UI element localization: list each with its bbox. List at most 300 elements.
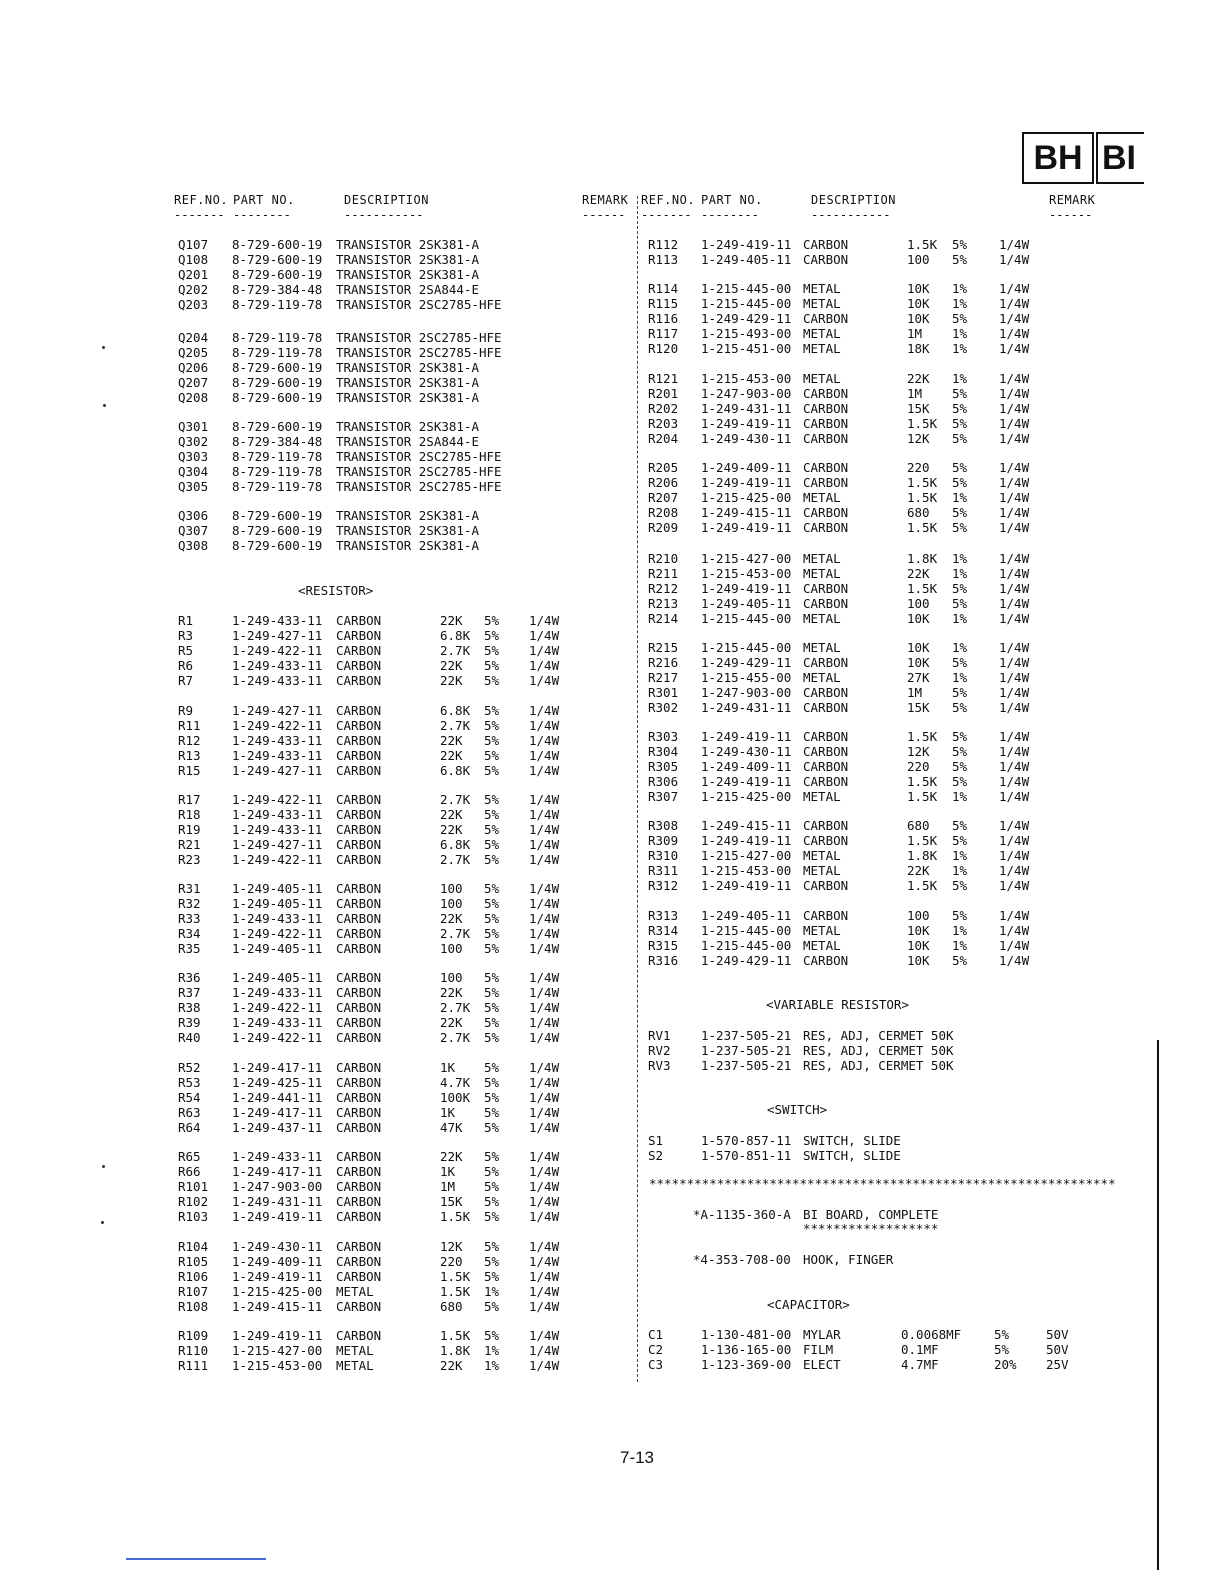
part-description: CARBON xyxy=(336,1178,382,1194)
scan-speck xyxy=(103,404,106,407)
part-tolerance: 1% xyxy=(952,669,968,685)
part-description: TRANSISTOR 2SK381-A xyxy=(336,237,479,252)
part-ref-no: RV1 xyxy=(648,1028,671,1043)
part-description: CARBON xyxy=(803,251,849,267)
scan-speck xyxy=(102,346,105,349)
part-tolerance: 1% xyxy=(952,295,968,311)
left-header-part: PART NO. xyxy=(233,193,295,207)
part-description: CARBON xyxy=(336,1029,382,1045)
part-tolerance: 5% xyxy=(952,580,968,596)
part-part-no: 1-215-427-00 xyxy=(701,551,792,566)
part-description: TRANSISTOR 2SC2785-HFE xyxy=(336,448,502,464)
part-rating: 1/4W xyxy=(529,1089,560,1105)
part-ref-no: R306 xyxy=(648,773,679,789)
part-rating: 1/4W xyxy=(999,773,1030,789)
part-value: 12K xyxy=(907,743,930,759)
part-description: CARBON xyxy=(803,430,849,446)
part-ref-no: R215 xyxy=(648,640,679,655)
part-tolerance: 5% xyxy=(484,984,500,1000)
part-rating: 1/4W xyxy=(999,832,1030,848)
part-value: 4.7K xyxy=(440,1074,471,1090)
part-ref-no: R303 xyxy=(648,729,679,744)
part-tolerance: 5% xyxy=(484,1014,500,1030)
part-ref-no: R52 xyxy=(178,1060,201,1075)
part-description: CARBON xyxy=(336,1268,382,1284)
part-description: CARBON xyxy=(803,877,849,893)
part-ref-no: R209 xyxy=(648,519,679,535)
part-description: TRANSISTOR 2SA844-E xyxy=(336,281,479,297)
capacitor-section-title: <CAPACITOR> xyxy=(767,1297,850,1312)
part-rating: 1/4W xyxy=(529,1178,560,1194)
part-description: CARBON xyxy=(336,984,382,1000)
part-rating: 1/4W xyxy=(999,237,1030,252)
part-tolerance: 5% xyxy=(484,1029,500,1045)
part-description: TRANSISTOR 2SK381-A xyxy=(336,389,479,405)
part-ref-no: R113 xyxy=(648,251,679,267)
part-ref-no: R116 xyxy=(648,310,679,326)
part-ref-no: Q206 xyxy=(178,359,209,375)
part-part-no: 1-247-903-00 xyxy=(701,385,792,401)
part-ref-no: R19 xyxy=(178,821,201,837)
left-header-remark: REMARK xyxy=(582,193,629,207)
part-description: METAL xyxy=(803,489,841,505)
part-tolerance: 5% xyxy=(484,1104,500,1120)
part-rating: 1/4W xyxy=(999,729,1030,744)
part-value: 1.5K xyxy=(907,415,938,431)
part-description: METAL xyxy=(803,640,841,655)
part-value: 2.7K xyxy=(440,1029,471,1045)
part-tolerance: 5% xyxy=(484,627,500,643)
part-value: 1.8K xyxy=(907,551,938,566)
part-description: CARBON xyxy=(336,940,382,956)
part-part-no: 1-237-505-21 xyxy=(701,1042,792,1058)
part-description: METAL xyxy=(803,922,841,938)
part-value: 47K xyxy=(440,1119,463,1135)
part-tolerance: 5% xyxy=(952,743,968,759)
part-ref-no: Q304 xyxy=(178,463,209,479)
part-description: CARBON xyxy=(336,1149,382,1164)
part-rating: 1/4W xyxy=(529,1074,560,1090)
part-value: 100K xyxy=(440,1089,471,1105)
part-tolerance: 5% xyxy=(484,762,500,778)
part-tolerance: 5% xyxy=(484,792,500,807)
part-tolerance: 5% xyxy=(484,1268,500,1284)
part-rating: 1/4W xyxy=(999,519,1030,535)
part-ref-no: R109 xyxy=(178,1328,209,1343)
part-description: METAL xyxy=(803,937,841,953)
part-rating: 1/4W xyxy=(999,580,1030,596)
part-tolerance: 5% xyxy=(952,310,968,326)
part-part-no: 1-249-419-11 xyxy=(701,773,792,789)
part-part-no: 1-249-422-11 xyxy=(232,792,323,807)
part-rating: 1/4W xyxy=(999,847,1030,863)
part-ref-no: R39 xyxy=(178,1014,201,1030)
part-tolerance: 1% xyxy=(484,1342,500,1358)
part-description: METAL xyxy=(803,847,841,863)
part-tolerance: 1% xyxy=(952,489,968,505)
part-description: TRANSISTOR 2SK381-A xyxy=(336,374,479,390)
part-rating: 1/4W xyxy=(529,657,560,673)
part-description: METAL xyxy=(803,371,841,386)
part-part-no: 1-249-419-11 xyxy=(701,474,792,490)
board-part-number: *A-1135-360-A xyxy=(693,1207,791,1222)
part-description: TRANSISTOR 2SC2785-HFE xyxy=(336,344,502,360)
part-value: 2.7K xyxy=(440,792,471,807)
part-part-no: 1-249-431-11 xyxy=(232,1193,323,1209)
part-tolerance: 5% xyxy=(484,703,500,718)
part-description: CARBON xyxy=(336,970,382,985)
part-part-no: 1-249-430-11 xyxy=(232,1239,323,1254)
part-value: 220 xyxy=(907,758,930,774)
part-value: 0.1MF xyxy=(901,1341,939,1357)
part-description: TRANSISTOR 2SK381-A xyxy=(336,266,479,282)
part-description: TRANSISTOR 2SC2785-HFE xyxy=(336,330,502,345)
part-tolerance: 5% xyxy=(484,1178,500,1194)
part-tolerance: 5% xyxy=(484,925,500,941)
part-tolerance: 1% xyxy=(952,640,968,655)
part-rating: 1/4W xyxy=(529,613,560,628)
part-part-no: 1-249-429-11 xyxy=(701,310,792,326)
part-ref-no: R34 xyxy=(178,925,201,941)
part-rating: 1/4W xyxy=(529,821,560,837)
part-rating: 1/4W xyxy=(529,1149,560,1164)
part-ref-no: R17 xyxy=(178,792,201,807)
part-ref-no: R216 xyxy=(648,654,679,670)
part-rating: 1/4W xyxy=(529,910,560,926)
part-ref-no: R316 xyxy=(648,952,679,968)
part-description: CARBON xyxy=(803,908,849,923)
part-description: SWITCH, SLIDE xyxy=(803,1147,901,1163)
part-value: 6.8K xyxy=(440,703,471,718)
part-tolerance: 5% xyxy=(484,747,500,763)
part-ref-no: R301 xyxy=(648,684,679,700)
part-value: 100 xyxy=(907,595,930,611)
part-rating: 1/4W xyxy=(529,1268,560,1284)
part-description: TRANSISTOR 2SC2785-HFE xyxy=(336,463,502,479)
part-value: 1.5K xyxy=(907,580,938,596)
part-part-no: 1-249-409-11 xyxy=(232,1253,323,1269)
part-value: 1.5K xyxy=(440,1328,471,1343)
part-value: 10K xyxy=(907,922,930,938)
part-ref-no: R63 xyxy=(178,1104,201,1120)
part-description: CARBON xyxy=(803,474,849,490)
part-description: CARBON xyxy=(336,1193,382,1209)
part-rating: 1/4W xyxy=(529,940,560,956)
part-description: TRANSISTOR 2SK381-A xyxy=(336,359,479,375)
part-ref-no: R37 xyxy=(178,984,201,1000)
part-value: 100 xyxy=(440,895,463,911)
part-part-no: 1-249-422-11 xyxy=(232,851,323,867)
part-rating: 1/4W xyxy=(999,640,1030,655)
part-description: CARBON xyxy=(336,703,382,718)
part-value: 0.0068MF xyxy=(901,1327,962,1342)
part-value: 22K xyxy=(440,613,463,628)
part-ref-no: Q201 xyxy=(178,266,209,282)
part-part-no: 1-249-415-11 xyxy=(232,1298,323,1314)
part-part-no: 1-249-433-11 xyxy=(232,1014,323,1030)
part-rating: 1/4W xyxy=(999,340,1030,356)
part-ref-no: Q308 xyxy=(178,537,209,553)
part-tolerance: 1% xyxy=(484,1357,500,1373)
part-tolerance: 5% xyxy=(952,237,968,252)
part-description: METAL xyxy=(803,295,841,311)
part-part-no: 1-215-445-00 xyxy=(701,640,792,655)
part-ref-no: Q302 xyxy=(178,433,209,449)
part-ref-no: R308 xyxy=(648,818,679,833)
part-ref-no: S1 xyxy=(648,1133,664,1148)
part-ref-no: R312 xyxy=(648,877,679,893)
part-part-no: 1-570-851-11 xyxy=(701,1147,792,1163)
part-ref-no: RV3 xyxy=(648,1057,671,1073)
part-ref-no: Q303 xyxy=(178,448,209,464)
part-part-no: 8-729-600-19 xyxy=(232,266,323,282)
part-part-no: 1-249-433-11 xyxy=(232,984,323,1000)
part-value: 10K xyxy=(907,640,930,655)
part-part-no: 1-249-433-11 xyxy=(232,747,323,763)
part-rating: 1/4W xyxy=(999,788,1030,804)
part-rating: 1/4W xyxy=(999,371,1030,386)
part-part-no: 8-729-600-19 xyxy=(232,419,323,434)
part-description: CARBON xyxy=(803,654,849,670)
part-description: CARBON xyxy=(803,818,849,833)
part-description: METAL xyxy=(803,340,841,356)
part-description: CARBON xyxy=(803,699,849,715)
part-part-no: 1-215-445-00 xyxy=(701,295,792,311)
part-part-no: 1-249-405-11 xyxy=(232,940,323,956)
part-ref-no: C1 xyxy=(648,1327,664,1342)
part-value: 22K xyxy=(440,732,463,748)
part-part-no: 1-249-419-11 xyxy=(232,1268,323,1284)
part-value: 1.5K xyxy=(907,729,938,744)
part-value: 1.5K xyxy=(907,773,938,789)
left-header-part-underline: -------- xyxy=(233,208,291,222)
part-ref-no: R18 xyxy=(178,806,201,822)
part-part-no: 8-729-600-19 xyxy=(232,251,323,267)
column-divider xyxy=(637,196,638,1382)
part-description: TRANSISTOR 2SK381-A xyxy=(336,508,479,523)
part-ref-no: R105 xyxy=(178,1253,209,1269)
part-part-no: 8-729-119-78 xyxy=(232,448,323,464)
part-value: 12K xyxy=(440,1239,463,1254)
left-header-desc-underline: ----------- xyxy=(344,208,424,222)
part-part-no: 1-215-445-00 xyxy=(701,937,792,953)
part-ref-no: R307 xyxy=(648,788,679,804)
part-part-no: 1-215-451-00 xyxy=(701,340,792,356)
part-part-no: 8-729-119-78 xyxy=(232,463,323,479)
part-ref-no: R110 xyxy=(178,1342,209,1358)
part-rating: 1/4W xyxy=(529,1193,560,1209)
part-part-no: 8-729-384-48 xyxy=(232,433,323,449)
part-part-no: 1-136-165-00 xyxy=(701,1341,792,1357)
part-value: 2.7K xyxy=(440,925,471,941)
part-description: CARBON xyxy=(803,832,849,848)
part-tolerance: 5% xyxy=(952,729,968,744)
part-description: METAL xyxy=(803,788,841,804)
part-rating: 1/4W xyxy=(529,1342,560,1358)
part-part-no: 1-215-455-00 xyxy=(701,669,792,685)
part-ref-no: R311 xyxy=(648,862,679,878)
part-ref-no: R211 xyxy=(648,565,679,581)
part-ref-no: R12 xyxy=(178,732,201,748)
part-value: 1.5K xyxy=(907,519,938,535)
part-tolerance: 5% xyxy=(484,970,500,985)
part-ref-no: Q108 xyxy=(178,251,209,267)
part-description: CARBON xyxy=(803,385,849,401)
part-tolerance: 5% xyxy=(952,385,968,401)
part-description: RES, ADJ, CERMET 50K xyxy=(803,1042,954,1058)
part-description: TRANSISTOR 2SK381-A xyxy=(336,251,479,267)
part-rating: 1/4W xyxy=(529,881,560,896)
right-header-desc: DESCRIPTION xyxy=(811,193,896,207)
part-ref-no: C3 xyxy=(648,1356,664,1372)
part-tolerance: 5% xyxy=(484,1328,500,1343)
part-value: 220 xyxy=(440,1253,463,1269)
part-rating: 1/4W xyxy=(999,937,1030,953)
part-value: 6.8K xyxy=(440,627,471,643)
part-part-no: 1-249-433-11 xyxy=(232,732,323,748)
part-part-no: 1-247-903-00 xyxy=(701,684,792,700)
part-value: 1M xyxy=(440,1178,456,1194)
part-description: CARBON xyxy=(336,792,382,807)
section-tab-bh: BH xyxy=(1022,132,1094,184)
part-part-no: 8-729-119-78 xyxy=(232,478,323,494)
part-ref-no: R111 xyxy=(178,1357,209,1373)
part-description: CARBON xyxy=(803,743,849,759)
part-ref-no: R11 xyxy=(178,717,201,733)
part-description: CARBON xyxy=(336,881,382,896)
part-tolerance: 1% xyxy=(952,922,968,938)
part-rating: 1/4W xyxy=(529,627,560,643)
part-tolerance: 1% xyxy=(952,551,968,566)
part-part-no: 1-249-405-11 xyxy=(701,908,792,923)
part-ref-no: R315 xyxy=(648,937,679,953)
part-ref-no: R6 xyxy=(178,657,194,673)
part-tolerance: 5% xyxy=(952,699,968,715)
part-ref-no: Q305 xyxy=(178,478,209,494)
part-value: 1.5K xyxy=(440,1208,471,1224)
part-part-no: 8-729-600-19 xyxy=(232,508,323,523)
part-description: CARBON xyxy=(803,684,849,700)
part-description: MYLAR xyxy=(803,1327,841,1342)
part-rating: 1/4W xyxy=(529,747,560,763)
part-ref-no: R213 xyxy=(648,595,679,611)
part-ref-no: R40 xyxy=(178,1029,201,1045)
part-description: TRANSISTOR 2SC2785-HFE xyxy=(336,296,502,312)
part-value: 10K xyxy=(907,295,930,311)
part-tolerance: 5% xyxy=(952,430,968,446)
part-description: METAL xyxy=(336,1342,374,1358)
part-description: CARBON xyxy=(336,910,382,926)
part-value: 22K xyxy=(440,1149,463,1164)
part-value: 1M xyxy=(907,385,923,401)
part-rating: 1/4W xyxy=(529,1298,560,1314)
part-ref-no: R64 xyxy=(178,1119,201,1135)
part-ref-no: R31 xyxy=(178,881,201,896)
part-rating: 1/4W xyxy=(999,281,1030,296)
part-rating: 1/4W xyxy=(999,922,1030,938)
part-tolerance: 5% xyxy=(484,1298,500,1314)
part-part-no: 8-729-600-19 xyxy=(232,359,323,375)
part-tolerance: 1% xyxy=(952,788,968,804)
part-value: 1.5K xyxy=(907,877,938,893)
part-ref-no: R310 xyxy=(648,847,679,863)
part-value: 22K xyxy=(440,1357,463,1373)
part-tolerance: 1% xyxy=(952,847,968,863)
part-part-no: 8-729-119-78 xyxy=(232,296,323,312)
part-rating: 1/4W xyxy=(999,595,1030,611)
part-part-no: 1-249-422-11 xyxy=(232,999,323,1015)
part-tolerance: 5% xyxy=(952,952,968,968)
part-ref-no: R214 xyxy=(648,610,679,626)
part-tolerance: 1% xyxy=(484,1283,500,1299)
part-value: 12K xyxy=(907,430,930,446)
part-tolerance: 5% xyxy=(484,999,500,1015)
part-description: CARBON xyxy=(803,310,849,326)
part-part-no: 1-215-427-00 xyxy=(701,847,792,863)
part-description: METAL xyxy=(336,1357,374,1373)
part-description: METAL xyxy=(803,551,841,566)
part-ref-no: R13 xyxy=(178,747,201,763)
part-value: 22K xyxy=(440,910,463,926)
part-value: 10K xyxy=(907,281,930,296)
part-value: 6.8K xyxy=(440,836,471,852)
part-rating: 1/4W xyxy=(529,1014,560,1030)
part-part-no: 1-249-417-11 xyxy=(232,1060,323,1075)
part-value: 22K xyxy=(440,806,463,822)
part-rating: 1/4W xyxy=(999,565,1030,581)
part-value: 10K xyxy=(907,310,930,326)
part-part-no: 1-249-427-11 xyxy=(232,762,323,778)
part-part-no: 1-249-431-11 xyxy=(701,699,792,715)
part-description: CARBON xyxy=(336,1298,382,1314)
part-ref-no: R120 xyxy=(648,340,679,356)
separator-stars: ************************************************************** xyxy=(649,1176,1116,1191)
part-tolerance: 5% xyxy=(484,613,500,628)
part-ref-no: R207 xyxy=(648,489,679,505)
part-value: 22K xyxy=(440,1014,463,1030)
part-part-no: 1-249-422-11 xyxy=(232,717,323,733)
part-ref-no: R35 xyxy=(178,940,201,956)
part-description: CARBON xyxy=(336,717,382,733)
part-ref-no: R210 xyxy=(648,551,679,566)
part-tolerance: 5% xyxy=(994,1341,1010,1357)
part-part-no: 1-215-453-00 xyxy=(701,371,792,386)
left-header-ref-underline: ------- xyxy=(174,208,225,222)
part-part-no: 8-729-119-78 xyxy=(232,330,323,345)
part-ref-no: R117 xyxy=(648,325,679,341)
part-ref-no: R66 xyxy=(178,1163,201,1179)
part-part-no: 1-249-419-11 xyxy=(701,519,792,535)
part-rating: 1/4W xyxy=(529,970,560,985)
part-ref-no: Q306 xyxy=(178,508,209,523)
part-part-no: 1-249-427-11 xyxy=(232,627,323,643)
part-part-no: 1-249-415-11 xyxy=(701,504,792,520)
part-tolerance: 5% xyxy=(484,806,500,822)
part-ref-no: R302 xyxy=(648,699,679,715)
part-rating: 1/4W xyxy=(529,703,560,718)
part-part-no: 1-249-433-11 xyxy=(232,657,323,673)
part-value: 100 xyxy=(907,251,930,267)
part-description: CARBON xyxy=(336,925,382,941)
part-part-no: 1-249-422-11 xyxy=(232,1029,323,1045)
part-part-no: 1-249-419-11 xyxy=(701,580,792,596)
part-rating: 1/4W xyxy=(999,325,1030,341)
part-ref-no: R102 xyxy=(178,1193,209,1209)
part-tolerance: 5% xyxy=(952,908,968,923)
variable-resistor-section-title: <VARIABLE RESISTOR> xyxy=(766,997,909,1012)
part-description: TRANSISTOR 2SK381-A xyxy=(336,522,479,538)
part-tolerance: 5% xyxy=(952,654,968,670)
